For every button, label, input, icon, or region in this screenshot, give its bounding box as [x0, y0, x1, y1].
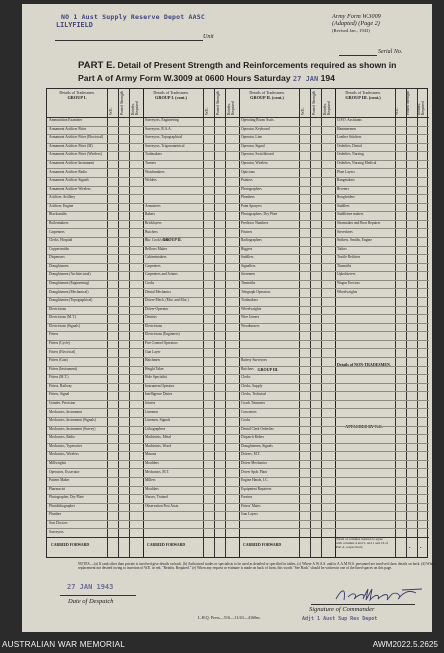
trade-name: Engine Hands, I.C. — [241, 478, 269, 483]
unit-label: Unit — [203, 34, 214, 40]
trade-name: Cooks — [241, 418, 251, 423]
trade-name: Storemen — [241, 272, 255, 277]
trade-name: Driver-Operator — [145, 306, 169, 311]
posted-head-2: Posted Strength — [216, 91, 220, 115]
col3-head: Details of Tradesmen. GROUP II. (cont.) — [249, 90, 285, 100]
trade-name: Plumbers — [241, 195, 255, 200]
trade-name: Tinsmiths — [241, 281, 256, 286]
trade-name: Blacksmiths — [49, 212, 67, 217]
trade-name: Shoemaker and Boot Repairer — [337, 221, 381, 226]
total-mark-1: • — [409, 545, 411, 550]
trade-name: Armament Artificer Wireless — [49, 186, 91, 191]
trade-name: Butchers — [241, 366, 254, 371]
trade-name: Boilermakers — [49, 221, 69, 226]
trade-name: Wheelwrights — [241, 306, 262, 311]
trade-name: Tinsmiths — [337, 263, 352, 268]
carried-forward-3: CARRIED FORWARD — [243, 543, 282, 547]
trade-name: Riggers — [241, 246, 253, 251]
trade-name: Armament Artificer Fitter — [49, 126, 87, 131]
serial-label: Serial No. — [378, 49, 403, 55]
trade-name: Grinder, Precision — [49, 401, 76, 406]
trade-name: Printers — [241, 229, 253, 234]
trade-name: Surveyors, Trigonometrical — [145, 143, 185, 148]
trade-name: Photographer, Dry Plate — [49, 495, 84, 500]
trade-name: Butchers — [145, 229, 158, 234]
trade-name: Surveyors, Topographical — [145, 135, 183, 140]
trade-name: Leather Stitchers — [337, 135, 362, 140]
we-head-1: W.E. — [109, 107, 113, 115]
trade-name: Millwrights — [49, 461, 66, 466]
trade-name: Armament Artificer Fitter (Electrical) — [49, 135, 104, 140]
form-reference — [332, 13, 381, 34]
trade-name: Fitters, Railway — [49, 383, 72, 388]
credit-accession: AWM2022.5.2625 — [372, 640, 438, 649]
trade-name: Fitters (Gun) — [49, 358, 68, 363]
trade-name: Cooks — [145, 281, 155, 286]
signature-underline — [311, 604, 415, 605]
posted-head-1: Posted Strength — [120, 91, 124, 115]
notes-block: NOTES.—(a) If rank other than private is involved give details on back. (b) Authorized trades or specialists to be used as detailed or specified in tables. (c) Where A.W.A.S. and/or A.A.M.W.S. personnel are involved show details on back. (d) Where replacement not desired owing to insertion of W.E. in red, "Reinfts. Required." (e) When any request or estimate is made on back of form, this words "See Back" should be written in one of the lined spaces on this page. — [78, 562, 436, 570]
trade-name: Armament Artificer Fitter (M) — [49, 143, 93, 148]
posted-head-4: Posted Strength — [406, 91, 410, 115]
serial-underline — [339, 55, 377, 56]
reinf-head-2: Reinfts. Required — [227, 101, 235, 115]
trade-name: Electricians — [145, 323, 162, 328]
reinf-head-4: Reinfts. Required — [417, 101, 425, 115]
trade-name: Mechanics, Typewriter — [49, 443, 83, 448]
despatch-date-stamp: 27 JAN 1943 — [67, 583, 114, 591]
trade-name: Carpenters — [145, 263, 161, 268]
trade-name: Fitters (Electrical) — [49, 349, 76, 354]
trade-name: Mechanics, Instrument (Survey) — [49, 426, 96, 431]
trade-name: Operator, Keyboard — [241, 126, 270, 131]
trade-name: Turners — [145, 161, 157, 166]
trade-name: Clerks — [241, 375, 251, 380]
trade-name: Draughtsmen (Topographical) — [49, 298, 93, 303]
unit-stamp: NO 1 Aust Supply Reserve Depot AASC — [61, 13, 205, 21]
totals-note: Totals of columns marked to agree with columns 4 and 5, and 1 and 16 of Part A. respectively. — [336, 537, 388, 549]
unit-underline — [55, 40, 203, 41]
trade-name: Toolmakers — [145, 152, 162, 157]
trade-name: Photographers, Dry Plate — [241, 212, 278, 217]
trade-name: Stevedores — [337, 229, 353, 234]
trade-name: Hole Specialist — [145, 375, 167, 380]
col1-head: Details of Tradesmen. GROUP I. — [59, 90, 95, 100]
trade-name: Photolithographer — [49, 503, 75, 508]
trade-name: Dispensers — [49, 255, 65, 260]
trade-name: Linemen — [145, 409, 158, 414]
credit-institution: AUSTRALIAN WAR MEMORIAL — [2, 640, 126, 649]
trade-name: Wagon Erectors — [337, 281, 360, 286]
trade-name: Mechanics, Radio — [49, 435, 75, 440]
group-3-label: GROUP III. — [257, 367, 279, 372]
trade-name: Saw Doctors — [49, 521, 68, 526]
trade-name: Electricians (M.T.) — [49, 315, 77, 320]
trade-name: Drivers, M.T. — [241, 452, 261, 457]
trade-name: Joiners — [145, 401, 156, 406]
trade-name: Wire Joiners — [241, 315, 260, 320]
trade-name: Orderlies, Nursing — [337, 152, 364, 157]
trade-name: Ammunition Examiner — [49, 118, 83, 123]
trade-name: O.P.O. Assistants — [337, 118, 362, 123]
trade-name: Clerks, Supply — [241, 383, 263, 388]
trade-name: Armament Artificer Instrument — [49, 161, 94, 166]
trade-name: Dental Mechanics — [145, 289, 172, 294]
trade-name: Orderlies, Dental — [337, 143, 362, 148]
trade-name: Woodturners — [241, 323, 260, 328]
posted-head-3: Posted Strength — [312, 91, 316, 115]
signature-label: Signature of Commander — [309, 606, 375, 613]
trade-name: Fitters (M.T.) — [49, 375, 69, 380]
trade-name: Paint Sprayers — [241, 203, 262, 208]
trade-name: Surveyors, R.A.A. — [145, 126, 172, 131]
trade-name: Fitters (Instrument) — [49, 366, 78, 371]
trade-name: Operators, Excavator — [49, 469, 80, 474]
trade-name: Pattern Maker — [49, 478, 70, 483]
trade-name: Operator, Wireless — [241, 161, 268, 166]
carried-forward-1: CARRIED FORWARD — [51, 543, 90, 547]
trade-name: Dispatch Riders — [241, 435, 265, 440]
trade-name: Fitters, Signal — [49, 392, 70, 397]
trade-name: Concreters — [241, 409, 257, 414]
trade-name: Plate Layers — [337, 169, 355, 174]
trade-name: Dental Clerk Orderlies — [241, 426, 274, 431]
trade-name: Mechanics, M.T. — [145, 469, 170, 474]
trade-name: Artificer, Artillery — [49, 195, 76, 200]
trade-name: Coppersmiths — [49, 246, 69, 251]
trade-name: Photographers — [241, 186, 262, 191]
trade-name: Saddlers — [337, 203, 350, 208]
trade-name: Lithographers — [145, 426, 166, 431]
trade-name: Fitters — [49, 332, 59, 337]
trade-name: Gun Layer — [145, 349, 161, 354]
col2-head: Details of Tradesmen. GROUP I. (cont.) — [153, 90, 189, 100]
trade-name: Driver-Mech. (Mot. and Mot.) — [145, 298, 189, 303]
form-adapted: (Adapted) (Page 2) — [332, 20, 380, 27]
trade-name: Farriers — [241, 495, 253, 500]
trade-name: Welders — [145, 178, 157, 183]
trade-name: Height Taker — [145, 366, 164, 371]
trade-name: Hammermen — [337, 126, 356, 131]
trade-name: Equipment Repairers — [241, 486, 272, 491]
trade-name: Roughriders — [337, 195, 355, 200]
group-2-label: GROUP II. — [162, 237, 182, 242]
document-sheet — [22, 4, 436, 632]
trade-name: Battery Surveyors — [241, 358, 268, 363]
carried-forward-2: CARRIED FORWARD — [147, 543, 186, 547]
trade-name: Telegraph Operators — [241, 289, 271, 294]
trade-name: Fitters (Cycle) — [49, 341, 70, 346]
footer-rule — [47, 537, 429, 538]
trade-name: Intelligence Duties — [145, 392, 173, 397]
trade-name: Artificer, Engine — [49, 203, 74, 208]
trade-name: Textile Refitters — [337, 255, 361, 260]
trade-name: Opticians — [241, 169, 255, 174]
trade-name: Strikers, Smiths, Engine — [337, 238, 372, 243]
trade-name: Hatchmen — [145, 358, 160, 363]
strength-table — [46, 88, 428, 558]
form-title: Army Form W.3009 — [332, 13, 381, 20]
trade-name: Machinists, Metal — [145, 435, 171, 440]
trade-name: Operating Room Assts. — [241, 118, 275, 123]
trade-name: Riveters — [337, 186, 349, 191]
trade-name: Carpenters — [49, 229, 65, 234]
trade-name: Draughtsmen — [49, 263, 69, 268]
trade-name: Mechanics, Wireless — [49, 452, 79, 457]
location-stamp: LILYFIELD — [56, 21, 93, 29]
col4-head: Details of Tradesmen. GROUP III. (cont.) — [345, 90, 381, 100]
trade-name: Electricians (Signals) — [49, 323, 80, 328]
trade-name: Nurses, Trained — [145, 495, 168, 500]
trade-name: Predictor Numbers — [241, 221, 269, 226]
trade-name: Plumber — [49, 512, 62, 517]
trade-name: Operator, Line — [241, 135, 263, 140]
trade-name: Signallers — [241, 263, 256, 268]
print-code: L.H.Q. Press—516—11/43—4160m. — [198, 615, 261, 620]
we-head-2: W.E. — [205, 107, 209, 115]
form-revised: (Revised Jan., 1943) — [332, 28, 370, 33]
trade-name: Saddletree makers — [337, 212, 364, 217]
trade-name: Rangetakers — [337, 178, 355, 183]
trade-name: Armament Artificer Radio — [49, 169, 87, 174]
trade-name: Observation Post Assts. — [145, 503, 180, 508]
trade-name: Instrument Operator — [145, 383, 175, 388]
trade-name: Gun Layers — [241, 512, 258, 517]
heading-year: 194 — [320, 73, 335, 83]
trade-name: Moulders — [145, 461, 159, 466]
trade-name: Wheelwrights — [337, 289, 358, 294]
heading-date-stamp: 27 JAN — [292, 75, 319, 83]
trade-name: Clerks, Technical — [241, 392, 267, 397]
we-head-3: W.E. — [301, 107, 305, 115]
trade-name: Armourers — [145, 203, 161, 208]
trade-name: Coach Trimmers — [241, 401, 266, 406]
trade-name: Clerks, Hospital — [49, 238, 73, 243]
trade-name: Armament Artificer Fitter (Wireless) — [49, 152, 102, 157]
trade-name: Draughtsmen, Signals — [241, 443, 273, 448]
reinf-head-1: Reinfts. Required — [131, 101, 139, 115]
trade-name: Orderlies, Nursing Medical — [337, 161, 377, 166]
trade-name: Moulders — [145, 486, 159, 491]
trade-name: Linemen, Signals — [145, 418, 171, 423]
trade-name: Operator, Signal — [241, 143, 265, 148]
commander-signature — [332, 585, 427, 605]
trade-name: Driver Mechanics — [241, 461, 267, 466]
heading-line-2: Part A of Army Form W.3009 at 0600 Hours Saturday — [78, 73, 291, 83]
trade-name: Painters — [241, 178, 253, 183]
heading-line-1: Detail of Present Strength and Reinforcements required as shown in — [117, 60, 397, 70]
trade-name: Driver Spdr. Plant — [241, 469, 268, 474]
trade-name: Bakers — [145, 212, 155, 217]
trade-name: Pharmacist — [49, 486, 65, 491]
trade-name: Dentists — [145, 315, 157, 320]
we-head-4: W.E. — [395, 107, 399, 115]
non-tradesmen-label: Details of NON-TRADESMEN. — [337, 362, 391, 367]
despatch-label: Date of Despatch — [68, 598, 114, 605]
trade-name: Draughtsmen (Architectural) — [49, 272, 91, 277]
trade-name: Electricians — [49, 306, 66, 311]
trade-name: Draughtsmen (Engineering) — [49, 281, 90, 286]
trade-name: Saddlers — [241, 255, 254, 260]
trade-name: Machinists, Wood — [145, 443, 171, 448]
adjutant-stamp: Adjt 1 Aust Sup Res Depot — [302, 616, 378, 622]
trade-name: Cabinetmakers — [145, 255, 167, 260]
part-label: PART E. — [78, 60, 116, 71]
trade-name: Surveyors — [49, 529, 64, 534]
trade-name: Operator, Switchboard — [241, 152, 274, 157]
trade-name: Bricklayers — [145, 221, 162, 226]
trade-name: Mechanics, Instrument — [49, 409, 82, 414]
trade-name: Fire Control Operators — [145, 341, 178, 346]
trade-name: Electricians (Engineers) — [145, 332, 180, 337]
despatch-underline — [60, 595, 136, 596]
trade-name: Surveyors, Engineering — [145, 118, 179, 123]
trade-name: Fitters' Mates — [241, 503, 261, 508]
trade-name: Bellows Maker — [145, 246, 168, 251]
trade-name: Bkr. Cook's Asst. — [145, 238, 170, 243]
trade-name: Upholsterers — [337, 272, 356, 277]
total-mark-2: • — [420, 545, 422, 550]
page-heading — [78, 59, 418, 85]
trade-name: Millers — [145, 478, 156, 483]
trade-name: Radiographers — [241, 238, 262, 243]
trade-name: Toolmakers — [241, 298, 258, 303]
reinf-head-3: Reinfts. Required — [323, 101, 331, 115]
trade-name: Masons — [145, 452, 157, 457]
trade-name: Tailors — [337, 246, 347, 251]
trade-name: Carpenters and Joiners — [145, 272, 178, 277]
trade-name: Draughtsmen (Mechanical) — [49, 289, 89, 294]
attached-label: ATTACHED BY W.E. — [345, 424, 383, 429]
trade-name: Watchmakers — [145, 169, 165, 174]
trade-name: Mechanics, Instrument (Signals) — [49, 418, 96, 423]
trade-name: Armament Artificer Signals — [49, 178, 89, 183]
